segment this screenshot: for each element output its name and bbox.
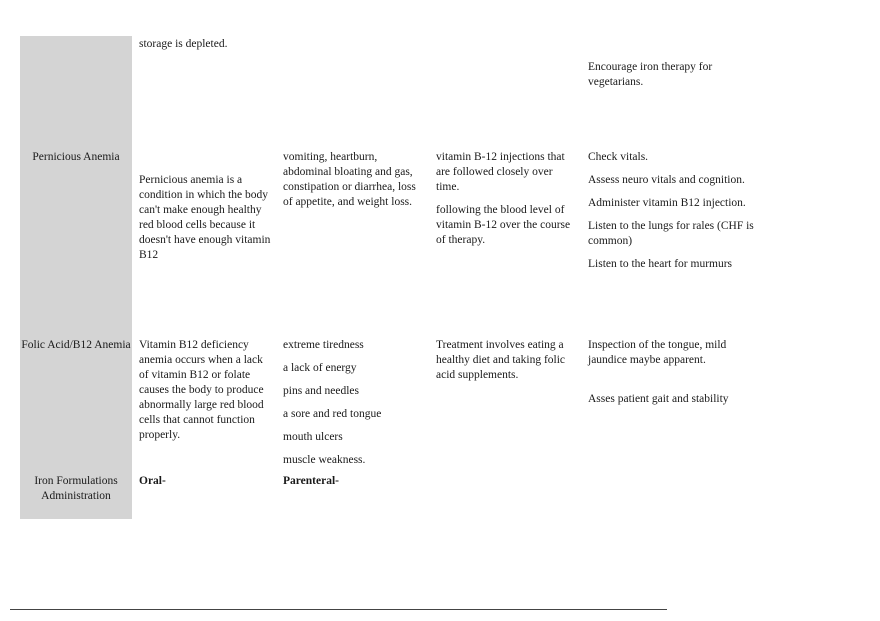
pernicious-treatment: vitamin B-12 injections that are followed closely over time. following the blood level of vitamin B-12 over the course of therapy. (436, 151, 571, 246)
iron-oral-heading: Oral- (139, 475, 166, 487)
folic-nursing: Inspection of the tongue, mild jaundice maybe apparent. Asses patient gait and stability (588, 339, 729, 405)
iron-parenteral-heading: Parenteral- (283, 475, 339, 487)
pernicious-symptoms: vomiting, heartburn, abdominal bloating and gas, constipation or diarrhea, loss of appetite, and weight loss. (283, 151, 416, 208)
folic-description: Vitamin B12 deficiency anemia occurs when a lack of vitamin B12 or folate causes the body to produce abnormally large red blood cells that cannot function properly. (139, 339, 264, 441)
carryover-nursing: Encourage iron therapy for vegetarians. (588, 61, 713, 88)
footer-divider (10, 609, 667, 610)
folic-treatment: Treatment involves eating a healthy diet and taking folic acid supplements. (436, 339, 566, 381)
row-label-pernicious-anemia: Pernicious Anemia (32, 151, 120, 163)
carryover-description: storage is depleted. (139, 38, 228, 50)
row-label-folic-b12-anemia: Folic Acid/B12 Anemia (21, 339, 131, 351)
row-label-cell-folic (20, 337, 132, 474)
pernicious-description: Pernicious anemia is a condition in which the body can't make enough healthy red blood cells because it doesn't have enough vitamin B12 (139, 174, 271, 261)
row-label-iron-formulations: Iron Formulations Administration (34, 475, 118, 502)
folic-symptoms: extreme tiredness a lack of energy pins and needles a sore and red tongue mouth ulcers muscle weakness. (283, 339, 382, 466)
row-label-cell-pernicious (20, 151, 132, 337)
pernicious-nursing: Check vitals. Assess neuro vitals and cognition. Administer vitamin B12 injection. Listen to the lungs for rales (CHF is common) Listen to the heart for murmurs (588, 151, 754, 270)
row-label-cell-carryover (20, 36, 132, 151)
